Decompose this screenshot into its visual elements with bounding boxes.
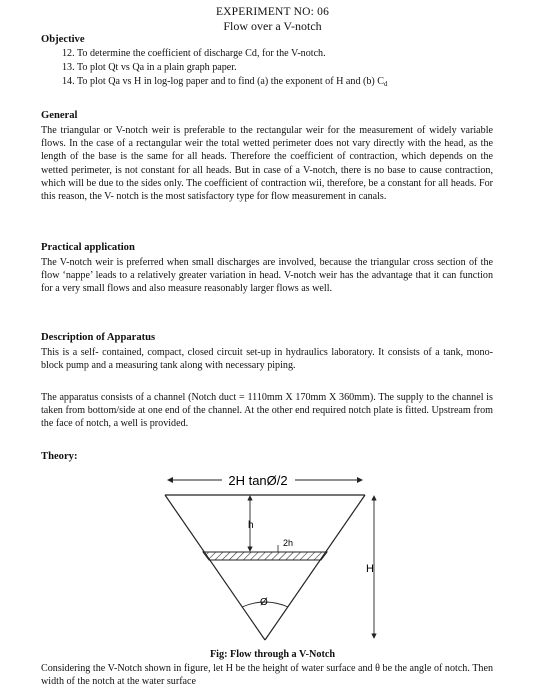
objective-list bbox=[62, 47, 388, 92]
practical-heading: Practical application bbox=[41, 242, 135, 253]
theory-paragraph: Considering the V-Notch shown in figure, let H be the height of water surface and θ be the angle of notch. Then width of the notch at the water surface bbox=[41, 663, 493, 688]
general-heading: General bbox=[41, 110, 78, 121]
two-h-label: 2h bbox=[283, 538, 294, 548]
objective-item bbox=[62, 75, 388, 91]
h-label: h bbox=[248, 520, 254, 531]
v-notch-diagram bbox=[160, 466, 420, 646]
top-width-label: 2H tanØ/2 bbox=[228, 473, 288, 488]
apparatus-paragraph-2: The apparatus consists of a channel (Notch duct = 1110mm X 170mm X 360mm). The supply to the channel is taken from bottom/side at one end of the channel. At the other end required notch plate is fitted. Upstream from the face of notch, a well is provided. bbox=[41, 392, 493, 430]
theory-heading: Theory: bbox=[41, 451, 78, 462]
apparatus-heading: Description of Apparatus bbox=[41, 332, 156, 343]
objective-heading: Objective bbox=[41, 34, 85, 45]
objective-item: 12. To determine the coefficient of discharge Cd, for the V-notch. bbox=[62, 48, 326, 59]
figure-caption: Fig: Flow through a V-Notch bbox=[209, 649, 336, 660]
notch-right-side bbox=[265, 495, 365, 640]
experiment-title: Flow over a V-notch bbox=[223, 19, 322, 33]
general-paragraph: The triangular or V-notch weir is preferable to the rectangular weir for the measurement of widely variable flows. In the case of a rectangular weir the total wetted perimeter does not vary directly with the head, as the length of the base is the same for all heads. Therefore the coefficient of contraction, which depends on the wetted perimeter, is not constant for all heads. But in case of a V-notch, there is no base to cause contraction, which will be due to the sides only. The coefficient of contraction wii, therefore, be a constant for all heads. For this reason, the V- notch is the most satisfactory type for flow measurement in canals. bbox=[41, 125, 493, 203]
apparatus-paragraph-1: This is a self- contained, compact, closed circuit set-up in hydraulics laboratory. It consists of a tank, mono-block pump and a measuring tank along with necessary piping. bbox=[41, 347, 493, 372]
angle-label: Ø bbox=[260, 597, 268, 608]
H-label: H bbox=[366, 563, 374, 575]
objective-item: 13. To plot Qt vs Qa in a plain graph paper. bbox=[62, 62, 237, 74]
cd-subscript: d bbox=[384, 80, 388, 89]
experiment-number: EXPERIMENT NO: 06 bbox=[215, 6, 330, 18]
objective-item-text: 14. To plot Qa vs H in log-log paper and to find (a) the exponent of H and (b) C bbox=[62, 76, 385, 88]
practical-paragraph: The V-notch weir is preferred when small discharges are involved, because the triangular cross section of the flow ‘nappe’ leads to a relatively greater variation in head. V-notch weir has the advantage that it can function for a very small flows and also measure reasonably larger flows as well. bbox=[41, 257, 493, 295]
elemental-strip bbox=[203, 552, 327, 560]
